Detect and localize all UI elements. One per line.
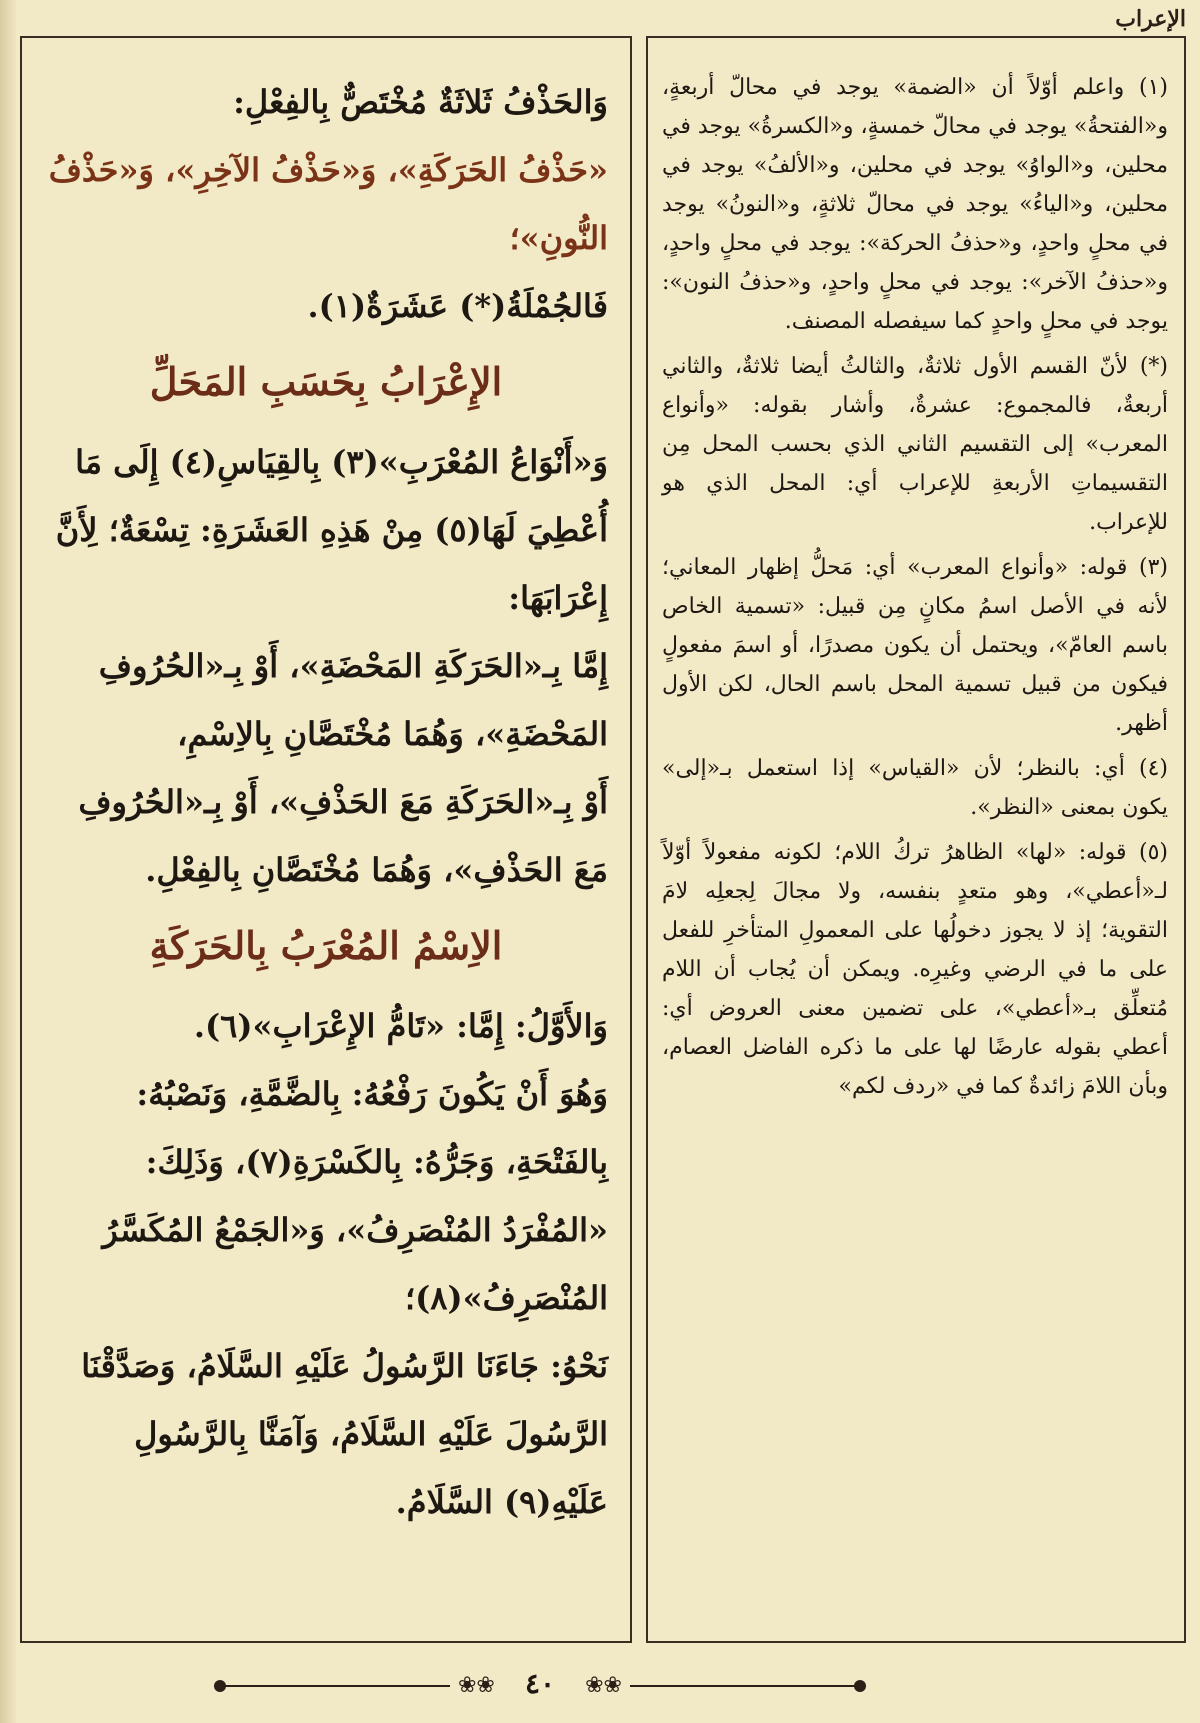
section-title-2: الاِسْمُ المُعْرَبُ بِالحَرَكَةِ xyxy=(149,923,503,968)
main-line-3: فَالجُمْلَةُ(*) عَشَرَةٌ(١). xyxy=(307,287,608,325)
main-line-6: أَوْ بِـ«الحَرَكَةِ مَعَ الحَذْفِ»، أَوْ بِـ«الحُرُوفِ مَعَ الحَذْفِ»، وَهُمَا مُخْتَصَّانِ بِالفِعْلِ. xyxy=(78,783,608,889)
main-line-2: «حَذْفُ الحَرَكَةِ»، وَ«حَذْفُ الآخِرِ»، وَ«حَذْفُ النُّونِ»؛ xyxy=(48,151,608,257)
main-line-4: وَ«أَنْوَاعُ المُعْرَبِ»(٣) بِالقِيَاسِ(٤) إِلَى مَا أُعْطِيَ لَهَا(٥) مِنْ هَذِهِ العَشَرَةِ: تِسْعَةٌ؛ لِأَنَّ إِعْرَابَهَا: xyxy=(55,443,608,617)
footnotes-frame xyxy=(646,36,1186,1643)
main-line-7: وَالأَوَّلُ: إِمَّا: «تَامُّ الإِعْرَابِ»(٦). xyxy=(193,1007,608,1045)
footer-rule-right xyxy=(630,1685,860,1687)
book-spine-shadow xyxy=(0,0,16,1723)
footer-ornament-right-icon: ❀❀ xyxy=(585,1673,622,1698)
footer-ornament-left-icon: ❀❀ xyxy=(458,1673,495,1698)
main-text-column xyxy=(44,68,608,1536)
footnote-5: (٥) قوله: «لها» الظاهرُ تركُ اللام؛ لكونه مفعولاً أوّلاً لـ«أعطي»، وهو متعدٍ بنفسه، ولا مجالَ لِجعلِه لامَ التقوية؛ إذ لا يجوز دخولُها على المعمولِ المتأخرِ للفعل على ما في الرضي وغيرِه. ويمكن أن يُجاب أن اللام مُتعلِّق بـ«أعطي»، على تضمين معنى العروض أي: أعطي بقوله عارضًا لها على ما ذكره الفاضل العصام، وبأن اللامَ زائدةٌ كما في «ردف لكم» xyxy=(662,840,1168,1099)
page-footer xyxy=(220,1667,860,1701)
footnote-star: (*) لأنّ القسم الأول ثلاثةٌ، والثالثُ أيضا ثلاثةٌ، والثاني أربعةٌ، فالمجموع: عشرةٌ، وأشار بقوله: «وأنواع المعرب» إلى التقسيم الثاني الذي بحسب المحل مِن التقسيماتِ الأربعةِ للإعراب أي: المحل الذي هو للإعراب. xyxy=(662,354,1168,535)
footnote-1: (١) واعلم أوّلاً أن «الضمة» يوجد في محالّ أربعةٍ، و«الفتحةُ» يوجد في محالّ خمسةٍ، و«الكسرةُ» يوجد في محلين، و«الواوُ» يوجد في محلين، و«الألفُ» يوجد في محلين، و«الياءُ» يوجد في محالّ ثلاثةٍ، و«النونُ» يوجد في محلٍ واحدٍ، و«حذفُ الحركة»: يوجد في محلٍ واحدٍ، و«حذفُ الآخر»: يوجد في محلٍ واحدٍ، و«حذفُ النون»: يوجد في محلٍ واحدٍ كما سيفصله المصنف. xyxy=(662,75,1168,334)
footnotes-column xyxy=(662,68,1168,1106)
main-line-1: وَالحَذْفُ ثَلاثَةٌ مُخْتَصٌّ بِالفِعْلِ: xyxy=(233,83,608,121)
page-number: ٤٠ xyxy=(524,1667,556,1700)
footnote-3: (٣) قوله: «وأنواع المعرب» أي: مَحلُّ إظهار المعاني؛ لأنه في الأصل اسمُ مكانٍ مِن قبيل: «تسمية الخاص باسم العامّ»، ويحتمل أن يكون مصدرًا، أو اسمَ مفعولٍ فيكون من قبيل تسمية المحل باسم الحال، لكن الأول أظهر. xyxy=(662,555,1168,736)
footnote-4: (٤) أي: بالنظر؛ لأن «القياس» إذا استعمل بـ«إلى» يكون بمعنى «النظر». xyxy=(662,756,1168,820)
main-line-5: إِمَّا بِـ«الحَرَكَةِ المَحْضَةِ»، أَوْ بِـ«الحُرُوفِ المَحْضَةِ»، وَهُمَا مُخْتَصَّانِ بِالاِسْمِ، xyxy=(98,647,608,753)
main-line-8: وَهُوَ أَنْ يَكُونَ رَفْعُهُ: بِالضَّمَّةِ، وَنَصْبُهُ: بِالفَتْحَةِ، وَجَرُّهُ: بِالكَسْرَةِ(٧)، وَذَلِكَ: «المُفْرَدُ المُنْصَرِفُ»، وَ«الجَمْعُ المُكَسَّرُ المُنْصَرِفُ»(٨)؛ xyxy=(102,1075,608,1317)
footer-dot-right xyxy=(854,1680,866,1692)
section-title-1: الإِعْرَابُ بِحَسَبِ المَحَلِّ xyxy=(149,359,503,404)
running-head: الإعراب xyxy=(1115,6,1186,32)
main-text-frame xyxy=(20,36,632,1643)
main-line-9: نَحْوُ: جَاءَنَا الرَّسُولُ عَلَيْهِ السَّلَامُ، وَصَدَّقْنَا الرَّسُولَ عَلَيْهِ السَّلَامُ، وَآمَنَّا بِالرَّسُولِ عَلَيْهِ(٩) السَّلَامُ. xyxy=(81,1347,608,1521)
